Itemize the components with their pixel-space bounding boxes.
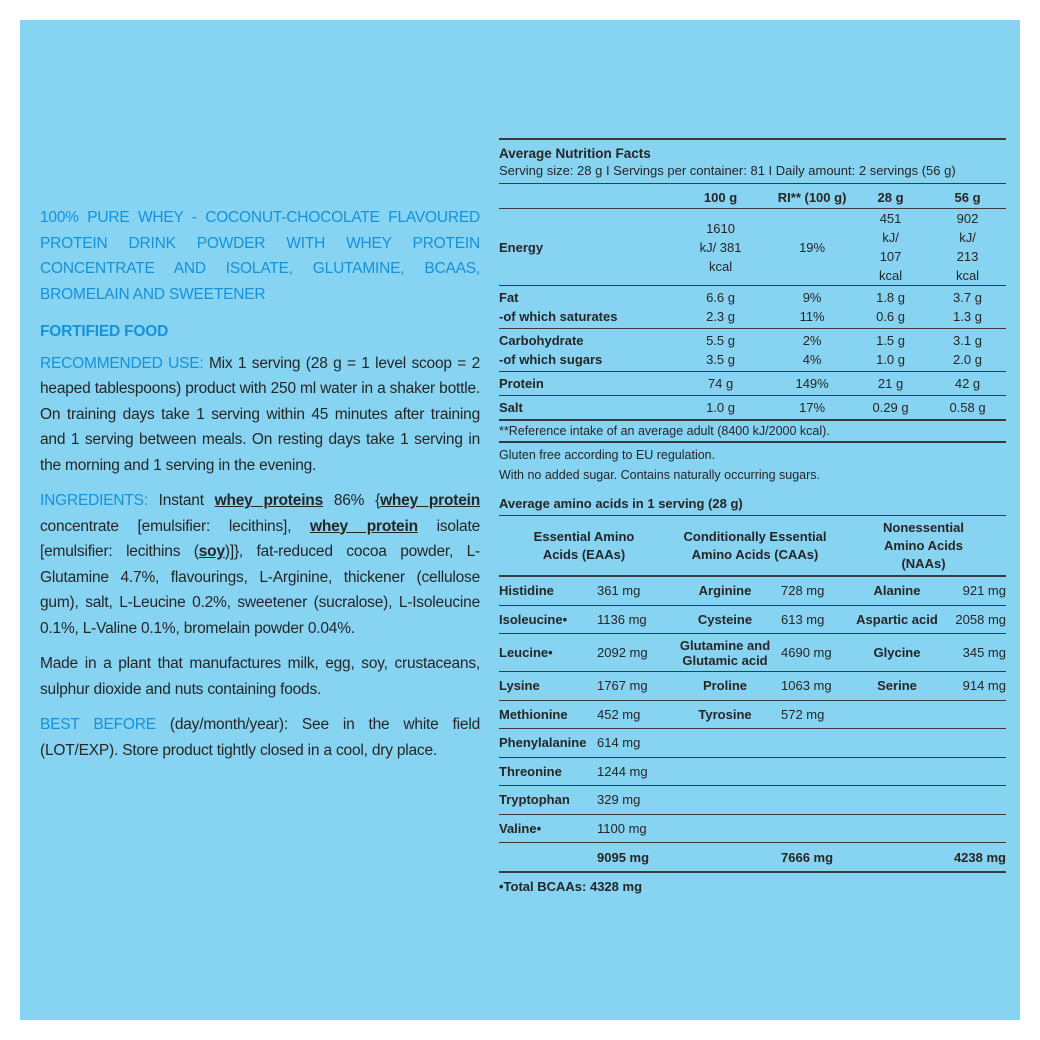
- value: 0.6 g: [876, 309, 906, 324]
- allergen-plant-note: Made in a plant that manufactures milk, egg, soy, crustaceans, sulphur dioxide and nuts containing foods.: [40, 655, 480, 698]
- amino-name: Histidine: [499, 576, 597, 605]
- sugars-label: -of which sugars: [499, 352, 603, 367]
- table-row: [499, 396, 1006, 420]
- cell: [852, 286, 929, 329]
- amino-value: 613 mg: [781, 605, 841, 634]
- header-cell: [499, 184, 669, 209]
- amino-name: Tyrosine: [669, 700, 781, 729]
- ingredients-text: Instant: [147, 492, 215, 509]
- amino-name: Valine•: [499, 814, 597, 843]
- amino-name: [841, 786, 953, 815]
- amino-row: [499, 757, 1006, 786]
- amino-row: [499, 729, 1006, 758]
- amino-value: 572 mg: [781, 700, 841, 729]
- amino-name: [669, 786, 781, 815]
- allergen-highlight: whey protein: [310, 517, 418, 535]
- row-label: [499, 286, 669, 329]
- naa-header: Nonessential Amino Acids (NAAs): [841, 516, 1006, 577]
- sugar-note: With no added sugar. Contains naturally occurring sugars.: [499, 468, 821, 482]
- cell: [669, 286, 772, 329]
- amino-value: 1767 mg: [597, 672, 669, 701]
- table-row: [499, 329, 1006, 372]
- nutrition-table: [499, 183, 1006, 419]
- amino-name: Phenylalanine: [499, 729, 597, 758]
- row-label: [499, 329, 669, 372]
- table-row: [499, 372, 1006, 396]
- amino-value: [781, 814, 841, 843]
- cell: 0.29 g: [852, 396, 929, 420]
- amino-name: Isoleucine•: [499, 605, 597, 634]
- carbohydrate-label: Carbohydrate: [499, 333, 584, 348]
- recommended-use-text: Mix 1 serving (28 g = 1 level scoop = 2 heaped tablespoons) product with 250 ml water in a shaker bottle. On training days take 1 serving within 45 minutes after training and 1 serving between meals. On resting days take 1 serving in the morning and 1 serving in the evening.: [40, 354, 480, 474]
- value: 6.6 g: [706, 290, 735, 305]
- recommended-use-label: RECOMMENDED USE:: [40, 354, 204, 372]
- amino-table: [499, 515, 1006, 873]
- allergen-highlight: soy: [198, 543, 225, 560]
- amino-name: [669, 757, 781, 786]
- value: 2%: [802, 333, 822, 348]
- allergen-highlight: whey proteins: [214, 492, 323, 509]
- amino-value: 1063 mg: [781, 672, 841, 701]
- table-row: [499, 286, 1006, 329]
- ingredients-text: )]}, fat-reduced cocoa powder, L-Glutamine 4.7%, flavourings, L-Arginine, thickener (cellulose gum), salt, L-Leucine 0.2%, sweetener (sucralose), L-Isoleucine 0.1%, L-Valine 0.1%, bromelain powder 0.04%.: [40, 543, 480, 637]
- ingredients-text: 86% {: [322, 492, 381, 509]
- header-cell: RI** (100 g): [772, 184, 852, 209]
- header-cell: 56 g: [929, 184, 1006, 209]
- amino-name: Cysteine: [669, 605, 781, 634]
- cell: 451 kJ/ 107 kcal: [879, 211, 903, 283]
- cell: 1.0 g: [669, 396, 772, 420]
- fat-label: Fat: [499, 290, 519, 305]
- amino-value: 1100 mg: [597, 814, 669, 843]
- amino-name: [841, 814, 953, 843]
- total-bcaa: •Total BCAAs: 4328 mg: [499, 879, 643, 894]
- amino-name: [669, 729, 781, 758]
- amino-row: [499, 786, 1006, 815]
- amino-value: 4690 mg: [781, 634, 841, 672]
- header-cell: 100 g: [669, 184, 772, 209]
- value: 3.1 g: [953, 333, 982, 348]
- amino-value: 361 mg: [597, 576, 669, 605]
- cell: 42 g: [929, 372, 1006, 396]
- value: 1.5 g: [876, 333, 906, 348]
- amino-totals-row: [499, 843, 1006, 873]
- ingredients: [40, 488, 480, 641]
- amino-value: [781, 729, 841, 758]
- product-description: [40, 205, 480, 773]
- value: 2.0 g: [953, 352, 982, 367]
- amino-value: 345 mg: [953, 634, 1006, 672]
- row-label: Salt: [499, 396, 669, 420]
- amino-value: [781, 757, 841, 786]
- saturates-label: -of which saturates: [499, 309, 618, 324]
- caa-total: 7666 mg: [781, 843, 841, 873]
- amino-header-row: [499, 516, 1006, 577]
- amino-row: [499, 634, 1006, 672]
- naa-total: 4238 mg: [953, 843, 1006, 873]
- amino-name: Alanine: [841, 576, 953, 605]
- fortified-food-label: FORTIFIED FOOD: [40, 323, 169, 340]
- recommended-use: [40, 351, 480, 479]
- cell: [772, 286, 852, 329]
- best-before: [40, 712, 480, 763]
- value: 11%: [799, 309, 825, 324]
- amino-name: Serine: [841, 672, 953, 701]
- amino-value: 2092 mg: [597, 634, 669, 672]
- best-before-text: (day/month/year): See in the white field (LOT/EXP). Store product tightly closed in a cool, dry place.: [40, 716, 480, 759]
- amino-value: 921 mg: [953, 576, 1006, 605]
- serving-info: Serving size: 28 g I Servings per container: 81 I Daily amount: 2 servings (56 g): [499, 163, 956, 178]
- ingredients-text: isolate [emulsifier: lecithins (: [40, 517, 480, 560]
- amino-value: 329 mg: [597, 786, 669, 815]
- eaa-total: 9095 mg: [597, 843, 669, 873]
- value: 1.0 g: [876, 352, 906, 367]
- nutrition-section: [499, 138, 1006, 894]
- amino-value: [953, 757, 1006, 786]
- ingredients-label: INGREDIENTS:: [40, 492, 148, 509]
- amino-name: Arginine: [669, 576, 781, 605]
- amino-name: Methionine: [499, 700, 597, 729]
- amino-value: 452 mg: [597, 700, 669, 729]
- eaa-header: Essential Amino Acids (EAAs): [499, 516, 669, 577]
- amino-value: [953, 729, 1006, 758]
- amino-name: Threonine: [499, 757, 597, 786]
- amino-row: [499, 605, 1006, 634]
- amino-value: 1244 mg: [597, 757, 669, 786]
- amino-name: Leucine•: [499, 634, 597, 672]
- amino-value: 914 mg: [953, 672, 1006, 701]
- amino-row: [499, 814, 1006, 843]
- allergen-highlight: whey protein: [380, 492, 480, 509]
- cell: 1610 kJ/ 381 kcal: [699, 220, 742, 274]
- amino-row: [499, 700, 1006, 729]
- cell: 902 kJ/ 213 kcal: [955, 211, 980, 283]
- cell: 74 g: [669, 372, 772, 396]
- cell: [852, 329, 929, 372]
- gluten-note: Gluten free according to EU regulation.: [499, 448, 716, 462]
- cell: 19%: [799, 239, 826, 255]
- cell: [669, 329, 772, 372]
- amino-name: [841, 700, 953, 729]
- nutrition-title: Average Nutrition Facts: [499, 146, 651, 161]
- amino-value: 2058 mg: [953, 605, 1006, 634]
- amino-name: Aspartic acid: [841, 605, 953, 634]
- amino-name: Tryptophan: [499, 786, 597, 815]
- amino-name: Glycine: [841, 634, 953, 672]
- cell: [929, 329, 1006, 372]
- cell: 21 g: [852, 372, 929, 396]
- amino-name: [841, 729, 953, 758]
- value: 3.7 g: [953, 290, 982, 305]
- amino-value: 1136 mg: [597, 605, 669, 634]
- amino-name: Proline: [669, 672, 781, 701]
- cell: [929, 286, 1006, 329]
- ingredients-text: concentrate [emulsifier: lecithins],: [40, 517, 310, 535]
- value: 2.3 g: [706, 309, 735, 324]
- amino-value: [953, 814, 1006, 843]
- value: 5.5 g: [706, 333, 735, 348]
- value: 9%: [802, 290, 822, 305]
- amino-row: [499, 672, 1006, 701]
- cell: [772, 329, 852, 372]
- amino-value: 728 mg: [781, 576, 841, 605]
- amino-value: [953, 700, 1006, 729]
- amino-name: Glutamine and Glutamic acid: [669, 634, 781, 672]
- cell: 149%: [772, 372, 852, 396]
- row-label: Protein: [499, 372, 669, 396]
- value: 1.8 g: [876, 290, 906, 305]
- amino-name: Lysine: [499, 672, 597, 701]
- cell: 0.58 g: [929, 396, 1006, 420]
- amino-row: [499, 576, 1006, 605]
- value: 3.5 g: [706, 352, 735, 367]
- amino-name: [841, 757, 953, 786]
- reference-intake-note: **Reference intake of an average adult (8400 kJ/2000 kcal).: [499, 424, 830, 438]
- cell: 17%: [772, 396, 852, 420]
- value: 4%: [802, 352, 822, 367]
- table-header-row: [499, 184, 1006, 209]
- amino-name: [669, 814, 781, 843]
- header-cell: 28 g: [852, 184, 929, 209]
- amino-value: [781, 786, 841, 815]
- table-row: [499, 209, 1006, 286]
- best-before-label: BEST BEFORE: [40, 716, 156, 733]
- amino-value: 614 mg: [597, 729, 669, 758]
- row-label: Energy: [499, 239, 544, 255]
- value: 1.3 g: [953, 309, 982, 324]
- caa-header: Conditionally Essential Amino Acids (CAAs): [669, 516, 841, 577]
- amino-title: Average amino acids in 1 serving (28 g): [499, 496, 743, 511]
- amino-value: [953, 786, 1006, 815]
- product-headline: 100% PURE WHEY - COCONUT-CHOCOLATE FLAVOURED PROTEIN DRINK POWDER WITH WHEY PROTEIN CONCENTRATE AND ISOLATE, GLUTAMINE, BCAAS, BROMELAIN AND SWEETENER: [40, 209, 480, 303]
